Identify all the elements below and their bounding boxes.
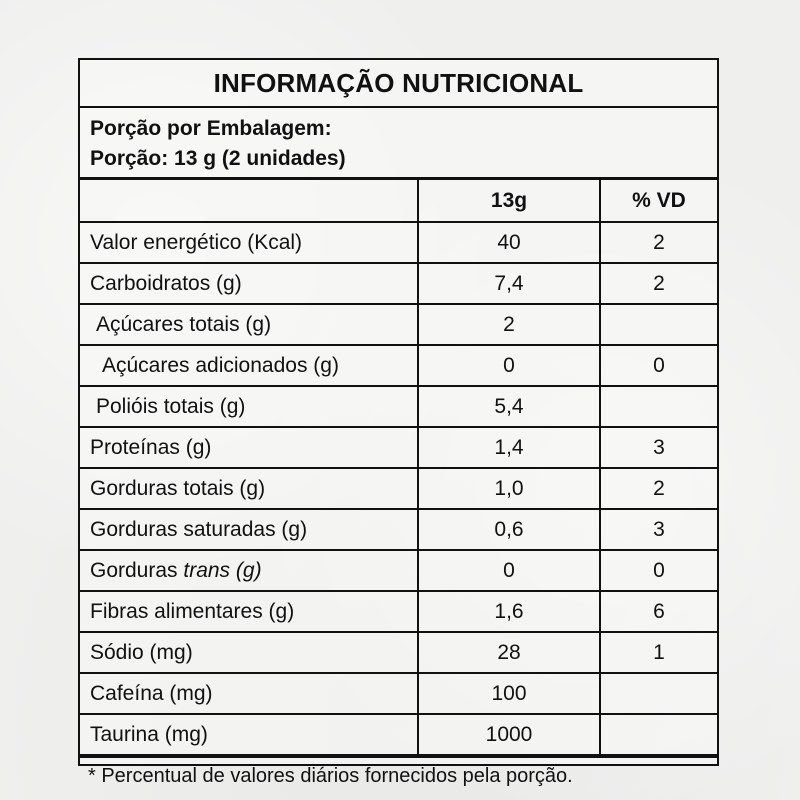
table-row [80,550,717,591]
nutrient-value: 1,6 [418,591,600,632]
nutrient-vd [600,714,717,755]
nutrient-value: 1,0 [418,468,600,509]
portion-info [80,108,717,180]
nutrient-vd: 3 [600,427,717,468]
nutrient-name: Proteínas (g) [80,427,418,468]
table-row [80,427,717,468]
nutrient-vd [600,304,717,345]
nutrient-name: Carboidratos (g) [80,263,418,304]
table-row [80,304,717,345]
nutrient-vd [600,673,717,714]
nutrient-name: Polióis totais (g) [80,386,418,427]
nutrient-vd: 2 [600,222,717,263]
footnote: * Percentual de valores diários fornecidos pela porção. [80,756,717,794]
table-row [80,222,717,263]
nutrient-name: Gorduras saturadas (g) [80,509,418,550]
nutrient-name: Sódio (mg) [80,632,418,673]
nutrient-value: 40 [418,222,600,263]
table-row [80,386,717,427]
table-row [80,509,717,550]
table-row [80,263,717,304]
nutrition-table [80,180,717,756]
nutrient-name: Açúcares adicionados (g) [80,345,418,386]
nutrient-vd: 0 [600,345,717,386]
table-row [80,632,717,673]
nutrient-vd: 1 [600,632,717,673]
header-nutrient [80,180,418,222]
table-header-row [80,180,717,222]
nutrient-name-italic: trans (g) [183,558,262,582]
nutrient-name: Valor energético (Kcal) [80,222,418,263]
nutrient-name-prefix: Gorduras [90,558,184,582]
header-portion-value: 13g [418,180,600,222]
nutrient-value: 0 [418,550,600,591]
table-row [80,591,717,632]
nutrient-value: 0,6 [418,509,600,550]
nutrient-value: 0 [418,345,600,386]
nutrient-name: Açúcares totais (g) [80,304,418,345]
nutrient-vd: 2 [600,468,717,509]
portion-size: Porção: 13 g (2 unidades) [90,147,346,170]
nutrient-name: Fibras alimentares (g) [80,591,418,632]
nutrient-vd: 2 [600,263,717,304]
nutrient-value: 2 [418,304,600,345]
nutrient-value: 1000 [418,714,600,755]
header-daily-value: % VD [600,180,717,222]
nutrient-vd: 0 [600,550,717,591]
nutrient-vd [600,386,717,427]
nutrient-name: Cafeína (mg) [80,673,418,714]
table-row [80,714,717,755]
nutrient-value: 1,4 [418,427,600,468]
nutrient-value: 28 [418,632,600,673]
nutrient-name: Gorduras totais (g) [80,468,418,509]
nutrition-facts-label [78,58,719,787]
table-row [80,345,717,386]
nutrient-vd: 6 [600,591,717,632]
label-title: INFORMAÇÃO NUTRICIONAL [80,60,717,108]
nutrient-value: 7,4 [418,263,600,304]
nutrient-name: Taurina (mg) [80,714,418,755]
nutrient-value: 5,4 [418,386,600,427]
table-row [80,468,717,509]
nutrient-vd: 3 [600,509,717,550]
nutrient-name [80,550,418,591]
portion-per-package: Porção por Embalagem: [90,117,332,140]
nutrient-value: 100 [418,673,600,714]
table-row [80,673,717,714]
